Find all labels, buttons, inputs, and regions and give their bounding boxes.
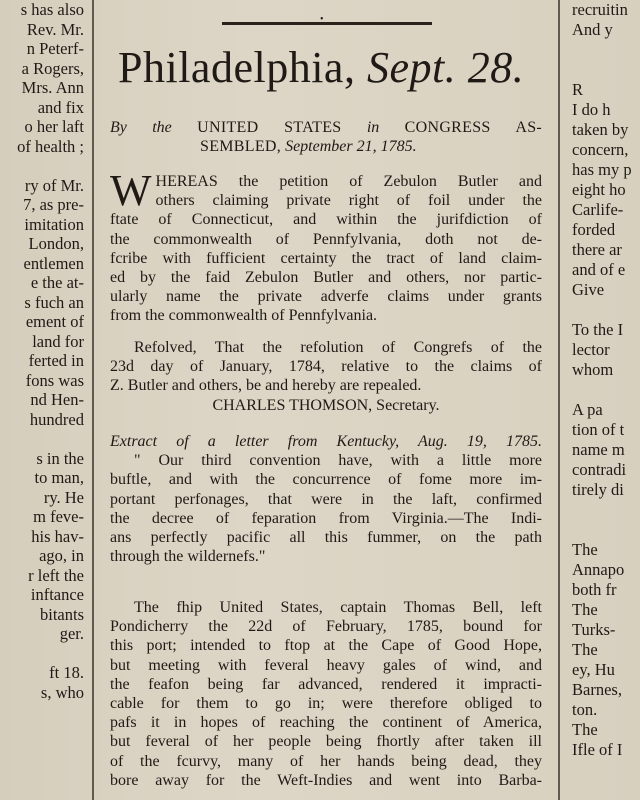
left-column-line [0, 429, 84, 449]
left-column-line: e the at- [30, 273, 84, 292]
left-column-line: nd Hen- [30, 390, 84, 409]
left-column-line: s, who [40, 682, 84, 702]
right-column-line: Ifle of I [572, 740, 623, 759]
left-column-line: ferted in [28, 351, 84, 370]
signature: CHARLES THOMSON, Secretary. [212, 396, 440, 414]
left-column-line: ement of [25, 312, 84, 331]
center-column [104, 0, 548, 800]
ship-line: The fhip United States, captain Thomas Bell, left [134, 599, 542, 616]
header-ornament-dot: • [320, 14, 324, 25]
heading-date: September 21, 1785. [285, 138, 417, 156]
left-column-line: imitation [24, 214, 84, 234]
right-column-line: The [572, 600, 598, 619]
heading-in: in [366, 119, 380, 136]
right-column-line: ey, Hu [572, 660, 615, 679]
resolution-line: from the commonwealth of Pennfylvania. [110, 307, 378, 325]
left-column-line: ger. [59, 624, 84, 643]
right-column-line: The [572, 720, 598, 739]
left-column-line: bitants [40, 604, 84, 624]
left-column-line: London, [28, 234, 84, 253]
ship-line: cable for them to go in; were therefore obliged to [110, 695, 542, 713]
ship-line: this port; intended to ftop at the Cape of Good Hope, [110, 637, 542, 655]
left-column-line: 7, as pre- [23, 195, 84, 214]
right-column-line: ton. [572, 700, 598, 719]
left-column [0, 0, 88, 800]
right-column-line: whom [572, 360, 614, 379]
ship-line: the feafon being far advanced, rendered it impracti- [110, 675, 542, 693]
resolution-line: ularly name the private adverfe claims under grants [110, 288, 542, 306]
resolution-line: fcribe with fufficient certainty the tract of land claim- [110, 249, 542, 267]
left-column-line: s in the [36, 448, 84, 468]
left-column-line: inftance [30, 585, 84, 604]
kentucky-line: the decree of feparation from Virginia.—The Indi- [110, 509, 542, 527]
left-column-line: hundred [29, 409, 84, 429]
left-column-line: land for [32, 331, 84, 351]
resolved-text [110, 338, 542, 396]
dateline [118, 42, 548, 94]
column-rule-left [92, 0, 94, 800]
right-column-line: Barnes, [572, 680, 622, 699]
right-column-line: eight ho [572, 180, 626, 199]
left-column-line: ry. He [43, 487, 84, 507]
left-column-line: s has also [20, 0, 84, 19]
heading-united-states: UNITED STATES [197, 119, 342, 136]
right-column [572, 0, 640, 800]
right-column-line: recruitin [572, 0, 628, 19]
ship-line: bore away for the Weft-Indies and went into Barba- [110, 771, 542, 789]
right-column-line [572, 300, 640, 320]
right-column-line [572, 380, 640, 400]
left-column-line: Rev. Mr. [26, 19, 84, 39]
left-column-line: Mrs. Ann [21, 78, 84, 97]
right-column-line: Annapo [572, 560, 625, 579]
header-ornament-rule [222, 22, 432, 25]
right-column-line: has my p [572, 160, 632, 179]
left-column-line: o her laft [24, 117, 84, 136]
left-column-line: his hav- [31, 526, 84, 546]
right-column-line: To the I [572, 320, 624, 339]
resolution-body [110, 166, 542, 326]
ship-line: pafs it in hopes of reaching the continent of America, [110, 714, 542, 732]
right-column-line [572, 40, 640, 60]
kentucky-line: through the wildernefs." [110, 548, 266, 566]
resolution-line: the commonwealth of Pennfylvania, doth not de- [110, 230, 542, 248]
heading-by-the: By the [110, 119, 172, 136]
resolution-line: ftate of Connecticut, and within the jurifdiction of [110, 211, 542, 229]
left-column-line: to man, [34, 468, 84, 487]
right-column-line: tion of t [572, 420, 625, 439]
right-column-line [572, 520, 640, 540]
ship-line: Pondicherry the 22d of February, 1785, bound for [110, 618, 542, 636]
right-column-line: A pa [572, 400, 603, 419]
left-column-line [0, 156, 84, 176]
left-column-line: n Peterf- [26, 39, 84, 58]
kentucky-line: buftle, and with the concurrence of fome more im- [110, 471, 542, 489]
left-column-line: of health ; [17, 136, 84, 156]
ship-line: but meeting with feveral heavy gales of wind, and [110, 656, 542, 674]
kentucky-line: ans perfectly pacific all this fummer, on the path [110, 529, 542, 547]
right-column-line: The [572, 640, 598, 659]
right-column-line: contradi [572, 460, 627, 479]
ship-text [110, 598, 542, 790]
right-column-line: And y [572, 20, 613, 39]
right-column-line: taken by [572, 120, 629, 139]
resolution-line: ed by the faid Zebulon Butler and others, nor partic- [110, 269, 542, 287]
right-column-line: and of e [572, 260, 626, 279]
kentucky-heading: Extract of a letter from Kentucky, Aug. 19, 1785. [110, 433, 542, 450]
resolution-line: others claiming private right of foil under the [155, 192, 542, 210]
resolution-heading [110, 118, 542, 156]
right-column-line: forded [572, 220, 616, 239]
ship-line: of the fcurvy, many of her hands being dead, they [110, 752, 542, 770]
right-column-line: The [572, 540, 598, 559]
heading-assembled: SEMBLED, [200, 138, 282, 156]
right-column-line: lector [572, 340, 610, 359]
right-column-line: there ar [572, 240, 622, 259]
left-column-line: ago, in [39, 546, 84, 565]
drop-cap: W [110, 166, 152, 215]
resolved-line: Z. Butler and others, be and hereby are repealed. [110, 377, 422, 395]
right-column-line: concern, [572, 140, 629, 159]
kentucky-text [110, 451, 542, 566]
resolution-line: HEREAS the petition of Zebulon Butler and [155, 173, 542, 190]
left-column-line: ry of Mr. [24, 175, 84, 195]
right-column-line: name m [572, 440, 625, 459]
left-column-line: r left the [28, 565, 84, 585]
left-column-line: ft 18. [49, 663, 84, 682]
kentucky-line: portant perfonages, that were in the laft, confirmed [110, 490, 542, 508]
heading-congress: CONGRESS AS- [404, 119, 543, 136]
left-column-line: and fix [37, 97, 84, 117]
resolved-line: Refolved, That the refolution of Congrefs of the [134, 339, 542, 356]
left-column-line: fons was [25, 370, 84, 390]
right-column-line: I do h [572, 100, 611, 119]
left-column-line: m feve- [33, 507, 84, 526]
kentucky-letter [110, 432, 542, 566]
right-column-line: R [572, 80, 584, 99]
right-column-line: both fr [572, 580, 617, 599]
right-column-line: Turks- [572, 620, 616, 639]
left-column-line: a Rogers, [21, 58, 84, 78]
right-column-line [572, 500, 640, 520]
left-column-line: entlemen [23, 253, 84, 273]
ship-line: but feveral of her people being fhortly after taken ill [110, 733, 542, 751]
right-column-line: tirely di [572, 480, 624, 499]
resolution-text [110, 166, 542, 326]
ship-report [110, 598, 542, 790]
right-column-line [572, 60, 640, 80]
resolved-line: 23d day of January, 1784, relative to the claims of [110, 358, 542, 376]
dateline-city: Philadelphia, [118, 43, 356, 92]
resolved-paragraph [110, 338, 542, 415]
column-rule-right [558, 0, 560, 800]
right-column-line: Give [572, 280, 605, 299]
kentucky-line: " Our third convention have, with a little more [134, 452, 542, 470]
left-column-line: s fuch an [24, 292, 84, 312]
right-column-line: Carlife- [572, 200, 624, 219]
left-column-line [0, 644, 84, 664]
dateline-date: Sept. 28. [366, 43, 525, 92]
